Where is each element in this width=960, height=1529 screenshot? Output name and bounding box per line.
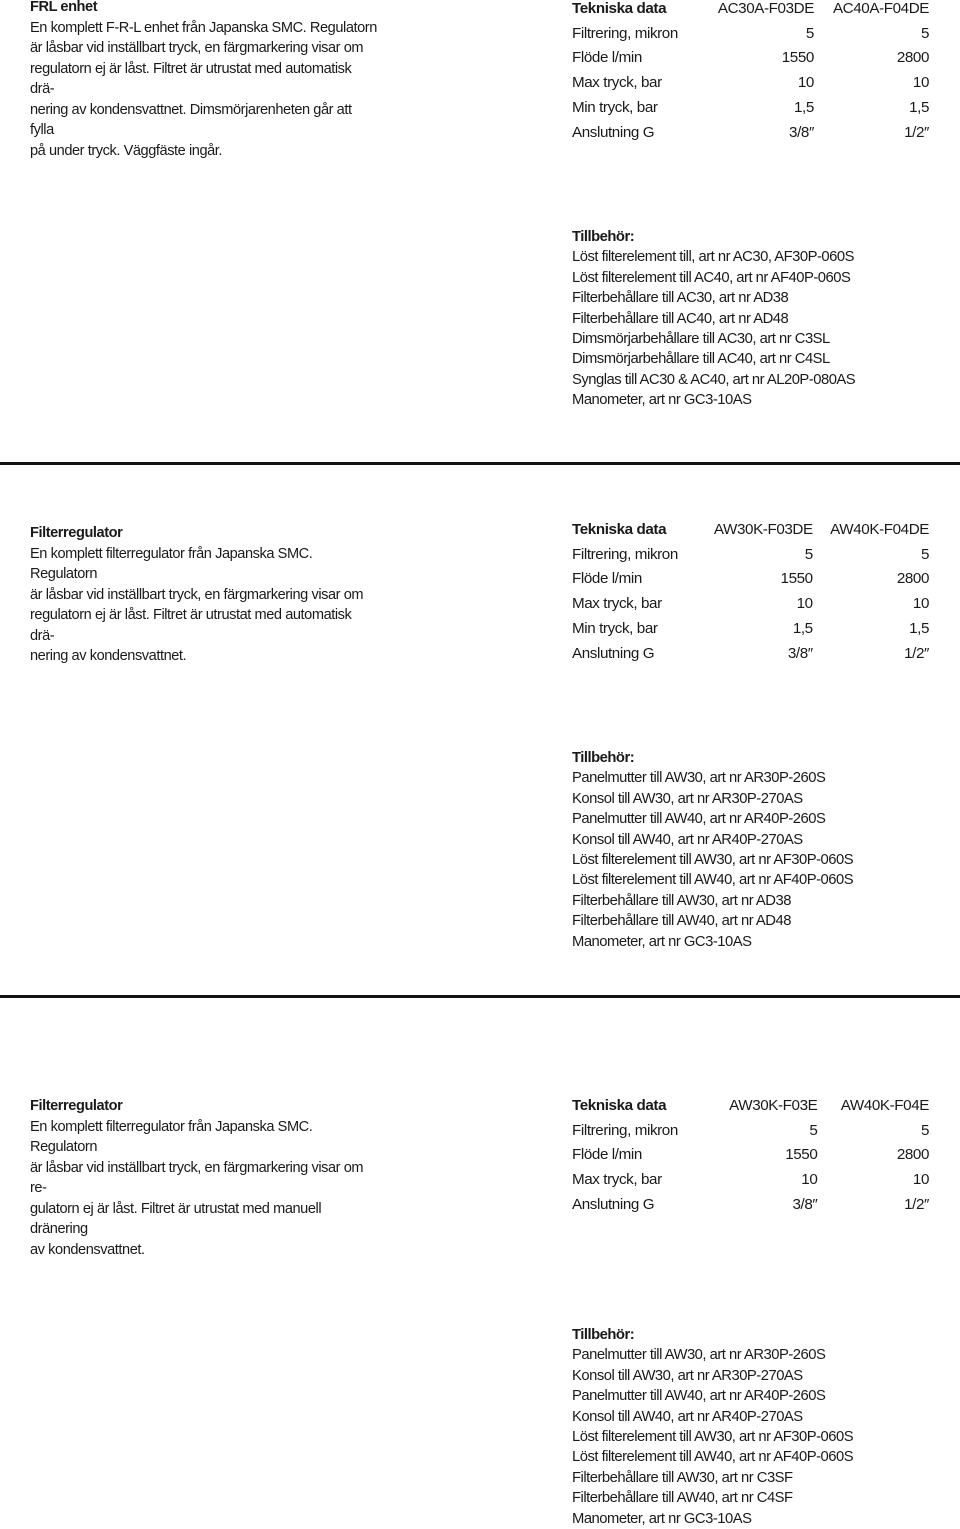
section-divider xyxy=(0,462,960,465)
accessory-item: Löst filterelement till, art nr AC30, AF30P-060S xyxy=(572,249,854,266)
section-divider xyxy=(0,995,960,998)
accessory-item: Löst filterelement till AW40, art nr AF40P-060S xyxy=(572,872,854,889)
specs-row xyxy=(572,542,929,567)
section-title: Filterregulator xyxy=(30,524,123,541)
specs-header-row xyxy=(572,0,929,21)
specs-label: Filtrering, mikron xyxy=(572,24,678,42)
specs-label: Anslutning G xyxy=(572,644,655,662)
frl-description xyxy=(30,0,378,161)
specs-label: Max tryck, bar xyxy=(572,74,662,92)
specs-value: 2800 xyxy=(896,570,929,588)
accessory-item: Löst filterelement till AW40, art nr AF40P-060S xyxy=(572,1449,854,1466)
description-line: En komplett filterregulator från Japanska SMC. Regulatorn xyxy=(30,1117,313,1155)
section-title: FRL enhet xyxy=(30,0,98,15)
specs-header-label: Tekniska data xyxy=(572,0,667,17)
specs-value: 1550 xyxy=(785,1146,818,1164)
accessory-item: Panelmutter till AW40, art nr AR40P-260S xyxy=(572,1388,826,1405)
specs-row xyxy=(572,641,929,666)
specs-label: Filtrering, mikron xyxy=(572,1121,678,1139)
specs-value: 5 xyxy=(804,545,813,563)
accessory-item: Konsol till AW40, art nr AR40P-270AS xyxy=(572,831,803,848)
specs-value: 1,5 xyxy=(909,99,929,117)
specs-value: 3/8″ xyxy=(787,644,813,662)
description-line: är låsbar vid inställbart tryck, en färgmarkering visar om xyxy=(30,39,364,56)
specs-row xyxy=(572,567,929,592)
specs-value: 10 xyxy=(796,595,813,613)
specs-value: 10 xyxy=(797,74,814,92)
filterregulator-description xyxy=(30,523,378,667)
specs-value: 10 xyxy=(912,1171,929,1189)
accessory-item: Manometer, art nr GC3-10AS xyxy=(572,392,752,409)
accessory-item: Manometer, art nr GC3-10AS xyxy=(572,1510,752,1527)
accessory-item: Filterbehållare till AC40, art nr AD48 xyxy=(572,310,789,327)
specs-row xyxy=(572,1167,929,1192)
specs-value: 5 xyxy=(805,24,814,42)
specs-value: 10 xyxy=(912,595,929,613)
specs-value: 5 xyxy=(920,24,929,42)
specs-row xyxy=(572,46,929,71)
description-line: är låsbar vid inställbart tryck, en färgmarkering visar om re- xyxy=(30,1158,364,1196)
accessory-item: Dimsmörjarbehållare till AC30, art nr C3SL xyxy=(572,331,830,348)
accessories-title: Tillbehör: xyxy=(572,750,635,766)
specs-header-model: AW30K-F03DE xyxy=(713,520,813,538)
accessory-item: Filterbehållare till AW30, art nr AD38 xyxy=(572,892,791,909)
specs-value: 5 xyxy=(809,1121,818,1139)
filterregulator-manual-specs-table xyxy=(572,1093,932,1217)
specs-value: 2800 xyxy=(896,49,929,67)
frl-accessories xyxy=(572,227,952,411)
specs-row xyxy=(572,120,929,145)
specs-value: 10 xyxy=(912,74,929,92)
specs-header-model: AC40A-F04DE xyxy=(832,0,929,17)
specs-value: 5 xyxy=(920,545,929,563)
description-line: regulatorn ej är låst. Filtret är utrustat med automatisk drä- xyxy=(30,59,352,97)
filterregulator-specs-table xyxy=(572,517,932,666)
specs-value: 1,5 xyxy=(909,620,929,638)
specs-row xyxy=(572,1192,929,1217)
specs-label: Anslutning G xyxy=(572,1196,655,1214)
specs-value: 2800 xyxy=(896,1146,929,1164)
specs-row xyxy=(572,1118,929,1143)
specs-row xyxy=(572,95,929,120)
description-line: nering av kondensvattnet. xyxy=(30,647,187,664)
accessory-item: Panelmutter till AW30, art nr AR30P-260S xyxy=(572,1347,826,1364)
accessory-item: Filterbehållare till AW40, art nr C4SF xyxy=(572,1490,793,1507)
accessory-item: Löst filterelement till AC40, art nr AF40P-060S xyxy=(572,269,851,286)
accessory-item: Konsol till AW30, art nr AR30P-270AS xyxy=(572,790,803,807)
accessory-item: Dimsmörjarbehållare till AC40, art nr C4SL xyxy=(572,351,830,368)
description-line: på under tryck. Väggfäste ingår. xyxy=(30,141,223,159)
specs-value: 1550 xyxy=(780,570,813,588)
accessory-item: Panelmutter till AW30, art nr AR30P-260S xyxy=(572,770,826,787)
specs-row xyxy=(572,616,929,641)
accessory-item: Synglas till AC30 & AC40, art nr AL20P-080AS xyxy=(572,371,856,388)
specs-header-model: AW40K-F04DE xyxy=(830,520,929,538)
description-line: är låsbar vid inställbart tryck, en färgmarkering visar om xyxy=(30,585,364,603)
specs-label: Flöde l/min xyxy=(572,49,642,67)
accessories-title: Tillbehör: xyxy=(572,229,635,245)
accessories-title: Tillbehör: xyxy=(572,1327,635,1343)
specs-label: Flöde l/min xyxy=(572,570,642,588)
specs-label: Max tryck, bar xyxy=(572,595,662,613)
accessory-item: Filterbehållare till AC30, art nr AD38 xyxy=(572,290,789,307)
specs-header-model: AW40K-F04E xyxy=(840,1096,929,1114)
specs-value: 5 xyxy=(920,1121,929,1139)
specs-row xyxy=(572,591,929,616)
specs-header-model: AC30A-F03DE xyxy=(717,0,814,17)
accessory-item: Konsol till AW30, art nr AR30P-270AS xyxy=(572,1367,803,1384)
specs-label: Anslutning G xyxy=(572,123,655,141)
description-line: En komplett filterregulator från Japanska SMC. Regulatorn xyxy=(30,544,313,582)
description-line: av kondensvattnet. xyxy=(30,1240,145,1258)
frl-specs-table xyxy=(572,0,932,145)
specs-label: Flöde l/min xyxy=(572,1146,642,1164)
filterregulator-manual-accessories xyxy=(572,1325,952,1529)
specs-label: Min tryck, bar xyxy=(572,620,658,638)
specs-label: Filtrering, mikron xyxy=(572,545,678,563)
description-line: gulatorn ej är låst. Filtret är utrustat med manuell dränering xyxy=(30,1199,322,1237)
specs-header-label: Tekniska data xyxy=(572,1096,667,1114)
specs-value: 1,5 xyxy=(792,620,813,638)
specs-value: 1,5 xyxy=(794,99,814,117)
specs-value: 1/2″ xyxy=(904,1196,929,1214)
specs-value: 10 xyxy=(801,1171,818,1189)
description-line: En komplett F-R-L enhet från Japanska SMC. Regulatorn xyxy=(30,18,377,36)
specs-header-label: Tekniska data xyxy=(572,520,667,538)
accessory-item: Konsol till AW40, art nr AR40P-270AS xyxy=(572,1408,803,1425)
specs-value: 3/8″ xyxy=(789,123,814,141)
accessory-item: Löst filterelement till AW30, art nr AF30P-060S xyxy=(572,852,854,869)
accessory-item: Panelmutter till AW40, art nr AR40P-260S xyxy=(572,811,826,828)
specs-value: 1550 xyxy=(781,49,814,67)
accessory-item: Löst filterelement till AW30, art nr AF30P-060S xyxy=(572,1429,854,1446)
description-line: nering av kondensvattnet. Dimsmörjarenheten går att fylla xyxy=(30,100,352,138)
filterregulator-accessories xyxy=(572,748,952,952)
specs-header-row xyxy=(572,517,929,542)
section-title: Filterregulator xyxy=(30,1097,123,1114)
filterregulator-manual-description xyxy=(30,1096,378,1260)
specs-value: 1/2″ xyxy=(904,644,929,662)
specs-header-model: AW30K-F03E xyxy=(729,1096,818,1114)
description-line: regulatorn ej är låst. Filtret är utrustat med automatisk drä- xyxy=(30,606,352,644)
specs-row xyxy=(572,1143,929,1168)
specs-row xyxy=(572,70,929,95)
accessory-item: Filterbehållare till AW30, art nr C3SF xyxy=(572,1469,793,1486)
specs-label: Max tryck, bar xyxy=(572,1171,662,1189)
specs-row xyxy=(572,21,929,46)
specs-value: 3/8″ xyxy=(792,1196,818,1214)
specs-value: 1/2″ xyxy=(904,123,929,141)
accessory-item: Filterbehållare till AW40, art nr AD48 xyxy=(572,913,791,930)
specs-header-row xyxy=(572,1093,929,1118)
accessory-item: Manometer, art nr GC3-10AS xyxy=(572,933,752,950)
specs-label: Min tryck, bar xyxy=(572,99,658,117)
